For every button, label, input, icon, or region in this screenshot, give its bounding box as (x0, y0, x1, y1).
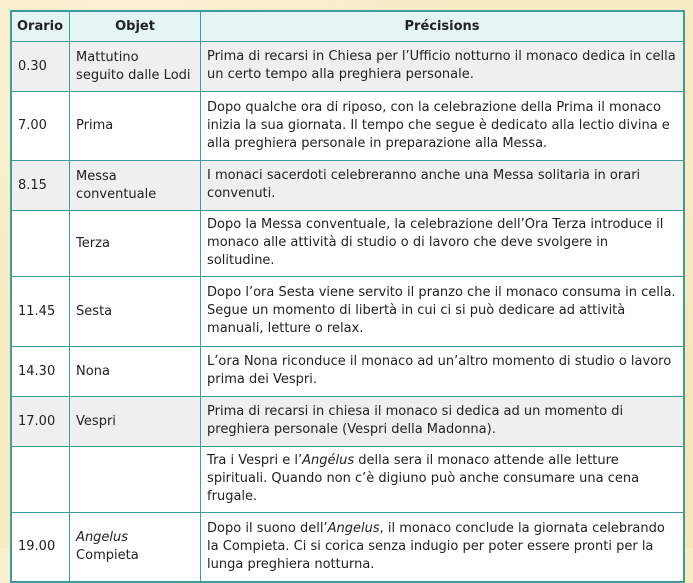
object-cell (70, 161, 201, 211)
time-cell: 19.00 (11, 513, 70, 583)
object-cell: Vespri (70, 397, 201, 447)
time-cell: 7.00 (11, 92, 70, 161)
schedule-table (10, 10, 685, 583)
object-cell: Sesta (70, 277, 201, 347)
time-cell: 17.00 (11, 397, 70, 447)
details-cell: Prima di recarsi in chiesa il monaco si dedica ad un momento di preghiera personale (Vespri della Madonna). (201, 397, 684, 447)
time-cell (11, 447, 70, 513)
details-text: Tra i Vespri e l’ (207, 453, 303, 468)
object-line: conventuale (76, 186, 157, 202)
header-time: Orario (11, 11, 70, 42)
table-row (11, 92, 684, 161)
object-line: Messa (76, 168, 117, 184)
details-cell: Prima di recarsi in Chiesa per l’Ufficio notturno il monaco dedica in cella un certo tempo alla preghiera personale. (201, 42, 684, 92)
object-cell (70, 42, 201, 92)
details-cell (201, 513, 684, 583)
header-row (11, 11, 684, 42)
table-row (11, 397, 684, 447)
details-emphasis: Angélus (302, 453, 355, 468)
details-cell: Dopo qualche ora di riposo, con la celebrazione della Prima il monaco inizia la sua giornata. Il tempo che segue è dedicato alla lectio divina e alla preghiera personale in preparazione alla Messa. (201, 92, 684, 161)
object-cell: Nona (70, 347, 201, 397)
table-row (11, 161, 684, 211)
header-details: Précisions (201, 11, 684, 42)
object-cell (70, 447, 201, 513)
details-cell: I monaci sacerdoti celebreranno anche una Messa solitaria in orari convenuti. (201, 161, 684, 211)
object-line: Mattutino (76, 49, 139, 65)
object-cell: Terza (70, 211, 201, 277)
time-cell: 11.45 (11, 277, 70, 347)
time-cell: 8.15 (11, 161, 70, 211)
time-cell (11, 211, 70, 277)
details-cell: L’ora Nona riconduce il monaco ad un’altro momento di studio o lavoro prima dei Vespri. (201, 347, 684, 397)
details-cell: Dopo l’ora Sesta viene servito il pranzo che il monaco consuma in cella. Segue un momento di libertà in cui ci si può dedicare ad attività manuali, letture o relax. (201, 277, 684, 347)
table-row (11, 447, 684, 513)
details-cell: Dopo la Messa conventuale, la celebrazione dell’Ora Terza introduce il monaco alle attività di studio o di lavoro che deve svolgere in solitudine. (201, 211, 684, 277)
table-row (11, 42, 684, 92)
object-line: Angelus (76, 530, 129, 545)
object-line: seguito dalle Lodi (76, 67, 191, 83)
table-row (11, 277, 684, 347)
table-row (11, 513, 684, 583)
details-text: , il monaco conclude la giornata celebrando la Compieta. Ci si corica senza indugio per poter essere pronti per la lunga preghiera notturna. (207, 520, 665, 572)
details-cell (201, 447, 684, 513)
details-text: della sera il monaco attende alle letture spirituali. Quando non c’è digiuno può anche consumare una cena frugale. (207, 453, 640, 504)
time-cell: 0.30 (11, 42, 70, 92)
table-row (11, 211, 684, 277)
object-line: Compieta (76, 548, 139, 563)
object-cell (70, 513, 201, 583)
object-cell: Prima (70, 92, 201, 161)
time-cell: 14.30 (11, 347, 70, 397)
header-object: Objet (70, 11, 201, 42)
details-text: Dopo il suono dell’ (207, 520, 328, 536)
details-emphasis: Angelus (327, 520, 380, 536)
table-row (11, 347, 684, 397)
